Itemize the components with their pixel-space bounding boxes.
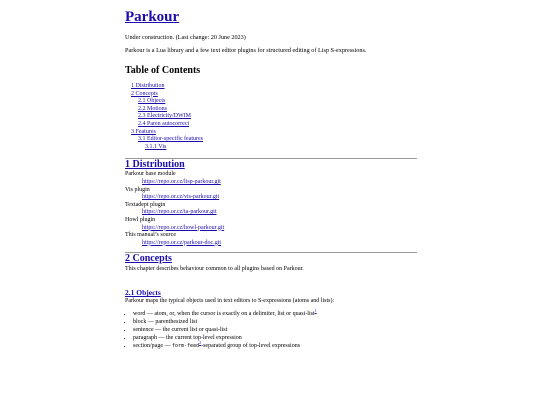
construction-note: Under construction. (Last change: 20 June 2023)	[125, 34, 246, 41]
toc-link-distribution[interactable]: 1 Distribution	[131, 83, 165, 89]
footnote-link[interactable]: 1	[314, 308, 317, 314]
inline-code: form-feed	[172, 343, 200, 350]
intro-paragraph: Parkour is a Lua library and a few text editor plugins for structured editing of Lisp S-expressions.	[125, 47, 367, 54]
section-heading-concepts	[125, 253, 417, 265]
list-item: • word — atom, or, when the cursor is exactly on a delimiter, list or quasi-list$^1$	[133, 310, 417, 318]
concepts-description: This chapter describes behaviour common to all plugins based on Parkour.	[125, 266, 304, 273]
page-title	[125, 9, 417, 25]
section-link-concepts[interactable]: 2 Concepts	[125, 253, 172, 265]
table-of-contents	[125, 83, 417, 151]
toc-link-paren-autocorrect[interactable]: 2.4 Paren autocorrect	[138, 120, 190, 127]
toc-link-concepts[interactable]: 2 Concepts	[131, 90, 158, 97]
distribution-list	[125, 171, 417, 247]
repo-link[interactable]: https://repo.or.cz/ta-parkour.git	[142, 209, 217, 216]
list-item-term: Vis plugin	[125, 186, 150, 193]
footnote-link[interactable]: 2	[199, 340, 202, 346]
objects-list	[125, 310, 417, 350]
toc-link-objects[interactable]: 2.1 Objects	[138, 98, 166, 105]
repo-link[interactable]: https://repo.or.cz/howl-parkour.git	[142, 224, 225, 231]
list-item-term: This manual’s source	[125, 232, 176, 239]
list-item: • paragraph — the current top-level expression	[133, 334, 417, 342]
toc-link-motions[interactable]: 2.2 Motions	[138, 105, 168, 112]
section-heading-distribution	[125, 159, 417, 171]
section-link-distribution[interactable]: 1 Distribution	[125, 159, 185, 171]
toc-heading: Table of Contents	[125, 65, 201, 76]
list-item: • block — parenthesized list	[133, 318, 417, 326]
toc-link-vis[interactable]: 3.1.1 Vis	[145, 143, 167, 150]
repo-link[interactable]: https://repo.or.cz/vis-parkour.git	[142, 194, 220, 201]
list-item-term: Howl plugin	[125, 216, 156, 223]
list-item: • section/page — form-feed$^2$-separated group of top-level expressions	[133, 342, 417, 350]
document-page	[125, 0, 417, 350]
toc-link-electricity[interactable]: 2.3 Electricity/DWIM	[138, 113, 191, 120]
list-item: • sentence — the current list or quasi-list	[133, 326, 417, 334]
repo-link[interactable]: https://repo.or.cz/parkour-doc.git	[142, 239, 222, 246]
subsection-link-objects[interactable]: 2.1 Objects	[125, 288, 161, 298]
list-item-term: Parkour base module	[125, 171, 176, 178]
title-link[interactable]: Parkour	[125, 9, 180, 25]
toc-link-editor-features[interactable]: 3.1 Editor-specific features	[138, 136, 204, 143]
toc-link-features[interactable]: 3 Features	[131, 128, 156, 135]
list-item-term: Textadept plugin	[125, 201, 166, 208]
subsection-heading-objects	[125, 288, 417, 297]
objects-description: Parkour maps the typical objects used in text editors to S-expressions (atoms and lists):	[125, 298, 335, 305]
repo-link[interactable]: https://repo.or.cz/lisp-parkour.git	[142, 178, 221, 185]
